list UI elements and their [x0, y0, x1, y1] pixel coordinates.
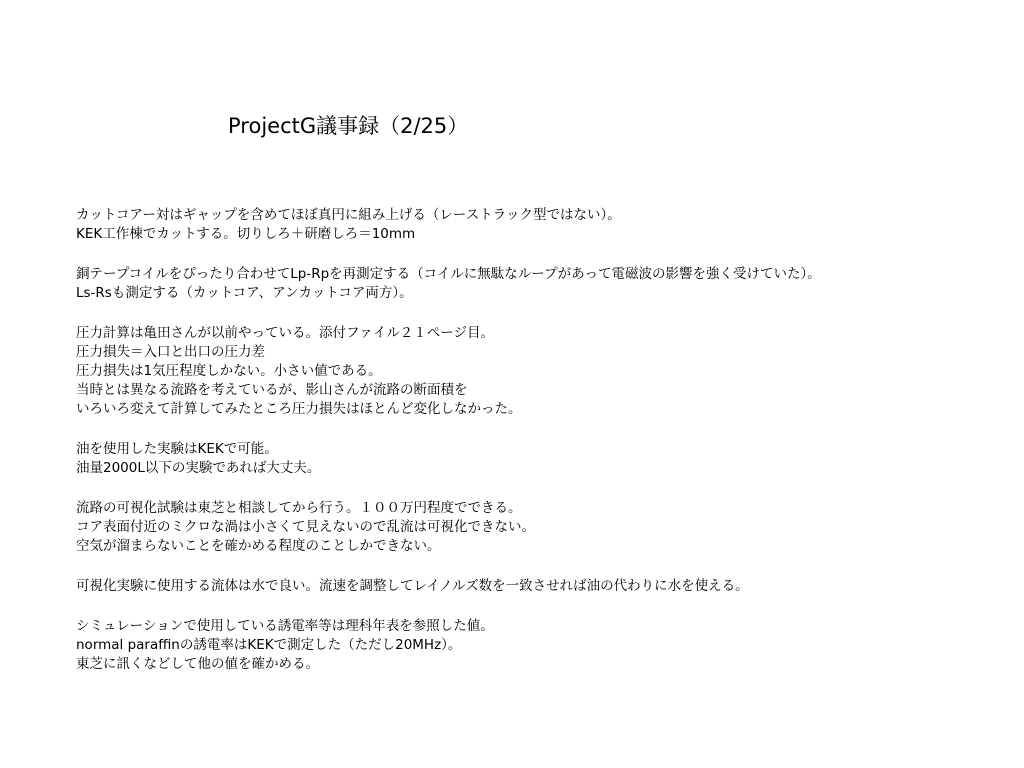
text-line: 流路の可視化試験は東芝と相談してから行う。１００万円程度でできる。: [76, 500, 522, 516]
text-line: 圧力損失は1気圧程度しかない。小さい値である。: [76, 363, 382, 379]
text-line: KEK工作棟でカットする。切りしろ＋研磨しろ＝10mm: [76, 226, 416, 242]
text-line: 圧力計算は亀田さんが以前やっている。添付ファイル２１ページ目。: [76, 325, 494, 341]
text-line: カットコアー対はギャップを含めてほぼ真円に組み上げる（レーストラック型ではない）。: [76, 207, 621, 223]
paragraph-permittivity: [76, 617, 1006, 674]
text-line: 圧力損失＝入口と出口の圧力差: [76, 344, 265, 360]
paragraph-oil-experiment: [76, 440, 1006, 478]
paragraph-coil-measurement: [76, 265, 1006, 303]
text-line: 東芝に訊くなどして他の値を確かめる。: [76, 656, 319, 672]
text-line: normal paraffinの誘電率はKEKで測定した（ただし20MHz）。: [76, 637, 462, 653]
text-line: 空気が溜まらないことを確かめる程度のことしかできない。: [76, 538, 441, 554]
text-line: 油量2000L以下の実験であれば大丈夫。: [76, 460, 321, 476]
slide-title: ProjectG議事録（2/25）: [228, 114, 469, 138]
paragraph-pressure-loss: [76, 324, 1006, 419]
text-line: 当時とは異なる流路を考えているが、影山さんが流路の断面積を: [76, 382, 468, 398]
text-line: いろいろ変えて計算してみたところ圧力損失はほとんど変化しなかった。: [76, 401, 522, 417]
paragraph-cut-core: [76, 206, 1006, 244]
text-line: Ls-Rsも測定する（カットコア、アンカットコア両方）。: [76, 285, 413, 301]
text-line: 銅テープコイルをぴったり合わせてLp-Rpを再測定する（コイルに無駄なループがあって電磁波の影響を強く受けていた）。: [76, 266, 821, 282]
text-line: シミュレーションで使用している誘電率等は理科年表を参照した値。: [76, 618, 494, 634]
paragraph-visualization-fluid: [76, 577, 1006, 596]
text-line: コア表面付近のミクロな渦は小さくて見えないので乱流は可視化できない。: [76, 519, 535, 535]
text-line: 油を使用した実験はKEKで可能。: [76, 441, 278, 457]
minutes-body: [76, 206, 1006, 695]
text-line: 可視化実験に使用する流体は水で良い。流速を調整してレイノルズ数を一致させれば油の代わりに水を使える。: [76, 578, 749, 594]
paragraph-flow-visualization: [76, 499, 1006, 556]
